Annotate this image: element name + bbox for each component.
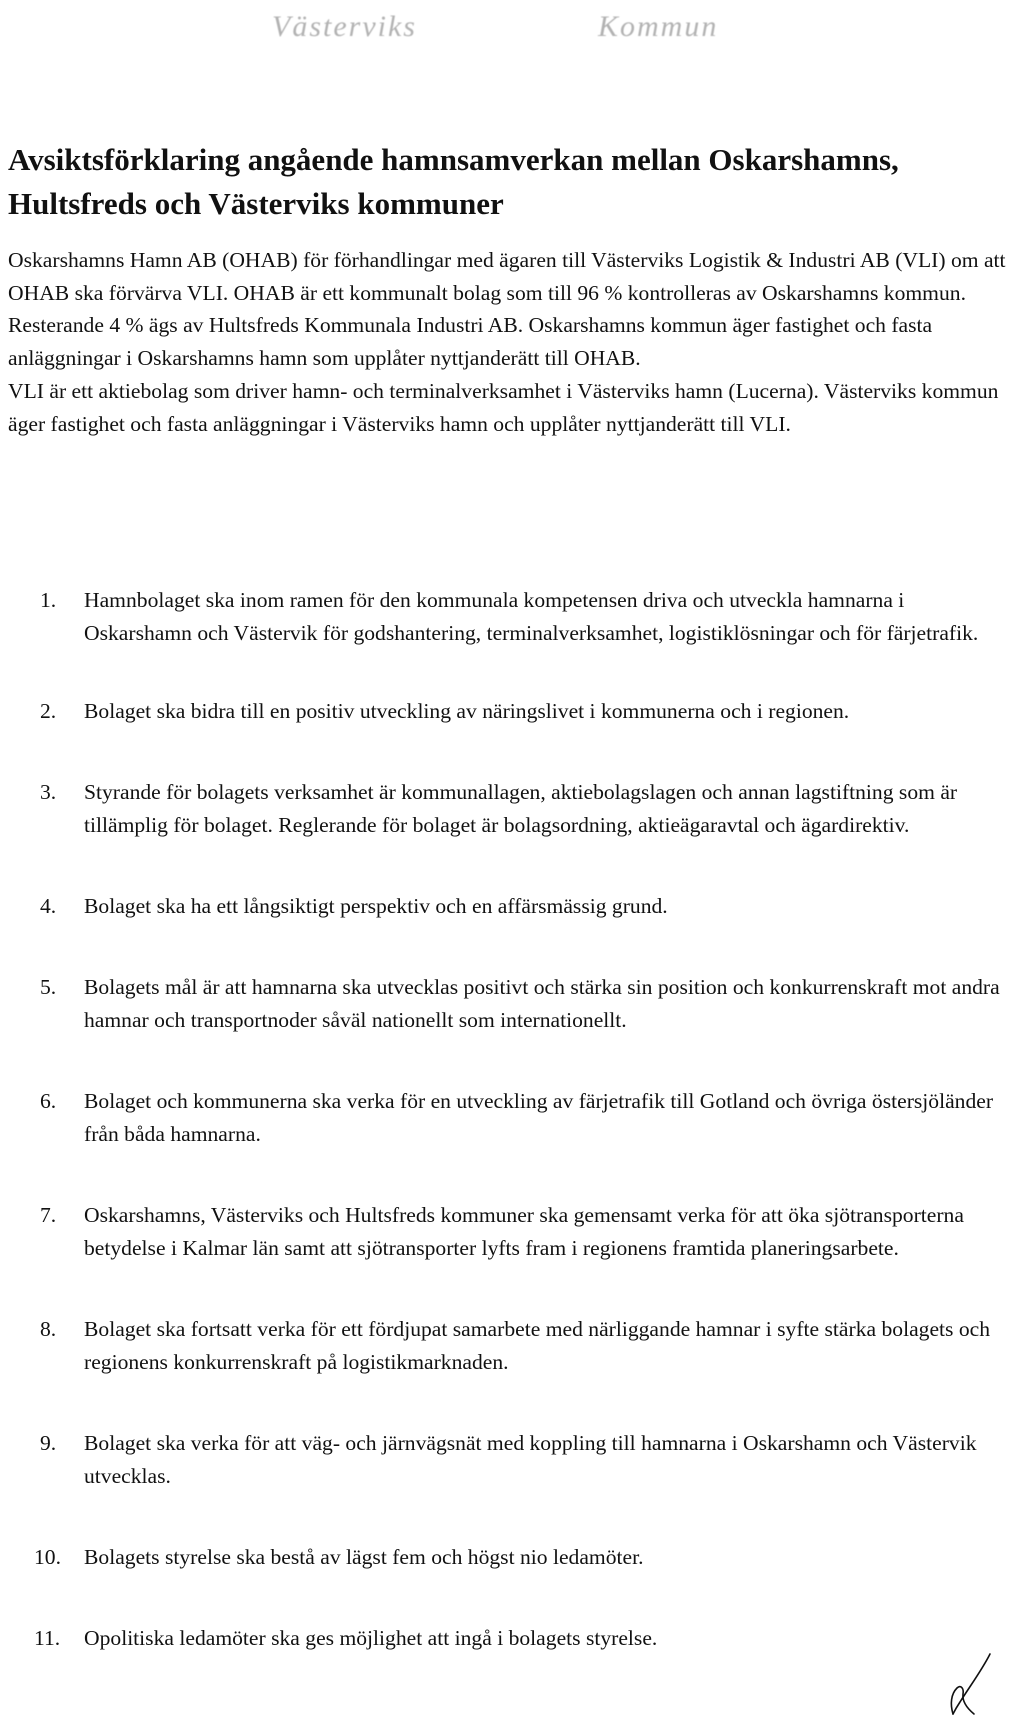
list-item-text: Styrande för bolagets verksamhet är kommunallagen, aktiebolagslagen och annan lagstiftning som är tillämplig för bolaget. Reglerande för bolaget är bolagsordning, aktieägaravtal och ägardirektiv. bbox=[84, 780, 958, 837]
list-item-number: 10. bbox=[34, 1545, 61, 1569]
header-stamp-right: Kommun bbox=[598, 10, 719, 43]
list-item-text: Opolitiska ledamöter ska ges möjlighet att ingå i bolagets styrelse. bbox=[84, 1626, 658, 1650]
list-item-text: Bolaget och kommunerna ska verka för en utveckling av färjetrafik till Gotland och övriga östersjöländer från båda hamnarna. bbox=[84, 1089, 994, 1146]
list-item bbox=[40, 1199, 1012, 1265]
list-item-text: Bolagets styrelse ska bestå av lägst fem och högst nio ledamöter. bbox=[84, 1545, 644, 1569]
intro-section bbox=[8, 244, 1018, 440]
list-item-number: 5. bbox=[40, 975, 57, 999]
list-item bbox=[34, 1622, 1012, 1655]
list-item bbox=[40, 584, 1012, 650]
initials-signature bbox=[926, 1652, 1006, 1716]
list-item-text: Bolaget ska verka för att väg- och järnvägsnät med koppling till hamnarna i Oskarshamn och Västervik utvecklas. bbox=[84, 1431, 977, 1488]
list-item-number: 1. bbox=[40, 588, 57, 612]
list-item-text: Oskarshamns, Västerviks och Hultsfreds kommuner ska gemensamt verka för att öka sjötransporterna betydelse i Kalmar län samt att sjötransporter lyfts fram i regionens framtida planeringsarbete. bbox=[84, 1203, 964, 1260]
list-item-number: 11. bbox=[34, 1626, 61, 1650]
list-item bbox=[40, 890, 1012, 923]
intent-list bbox=[34, 584, 1012, 1655]
list-item-number: 3. bbox=[40, 780, 57, 804]
list-item-number: 9. bbox=[40, 1431, 57, 1455]
list-item bbox=[40, 1427, 1012, 1493]
list-item-number: 4. bbox=[40, 894, 57, 918]
list-item-number: 8. bbox=[40, 1317, 57, 1341]
list-item-number: 7. bbox=[40, 1203, 57, 1227]
intro-paragraph-vli: VLI är ett aktiebolag som driver hamn- och terminalverksamhet i Västerviks hamn (Lucerna). Västerviks kommun äger fastighet och fasta anläggningar i Västerviks hamn och upplåter nyttjanderätt till VLI. bbox=[8, 378, 999, 436]
list-item bbox=[40, 1085, 1012, 1151]
list-item bbox=[34, 1541, 1012, 1574]
list-item-text: Bolaget ska ha ett långsiktigt perspektiv och en affärsmässig grund. bbox=[84, 894, 668, 918]
header-stamp-left: Västerviks bbox=[272, 10, 417, 43]
list-item-text: Hamnbolaget ska inom ramen för den kommunala kompetensen driva och utveckla hamnarna i Oskarshamn och Västervik för godshantering, terminalverksamhet, logistiklösningar och för färjetrafik. bbox=[84, 588, 979, 645]
list-item-text: Bolagets mål är att hamnarna ska utvecklas positivt och stärka sin position och konkurrenskraft mot andra hamnar och transportnoder såväl nationellt som internationellt. bbox=[84, 975, 1000, 1032]
list-item-text: Bolaget ska fortsatt verka för ett fördjupat samarbete med närliggande hamnar i syfte stärka bolagets och regionens konkurrenskraft på logistikmarknaden. bbox=[84, 1317, 991, 1374]
intro-paragraph-ohab: Oskarshamns Hamn AB (OHAB) för förhandlingar med ägaren till Västerviks Logistik & Industri AB (VLI) om att OHAB ska förvärva VLI. OHAB är ett kommunalt bolag som till 96 % kontrolleras av Oskarshamns kommun. Resterande 4 % ägs av Hultsfreds Kommunala Industri AB. Oskarshamns kommun äger fastighet och fasta anläggningar i Oskarshamns hamn som upplåter nyttjanderätt till OHAB. bbox=[8, 248, 1006, 371]
list-item-text: Bolaget ska bidra till en positiv utveckling av näringslivet i kommunerna och i regionen. bbox=[84, 699, 850, 723]
list-item bbox=[40, 776, 1012, 842]
list-item bbox=[40, 971, 1012, 1037]
document-title: Avsiktsförklaring angående hamnsamverkan mellan Oskarshamns, Hultsfreds och Västerviks kommuner bbox=[8, 142, 899, 221]
list-item bbox=[40, 695, 1012, 728]
list-item-number: 2. bbox=[40, 699, 57, 723]
list-item-number: 6. bbox=[40, 1089, 57, 1113]
list-item bbox=[40, 1313, 1012, 1379]
